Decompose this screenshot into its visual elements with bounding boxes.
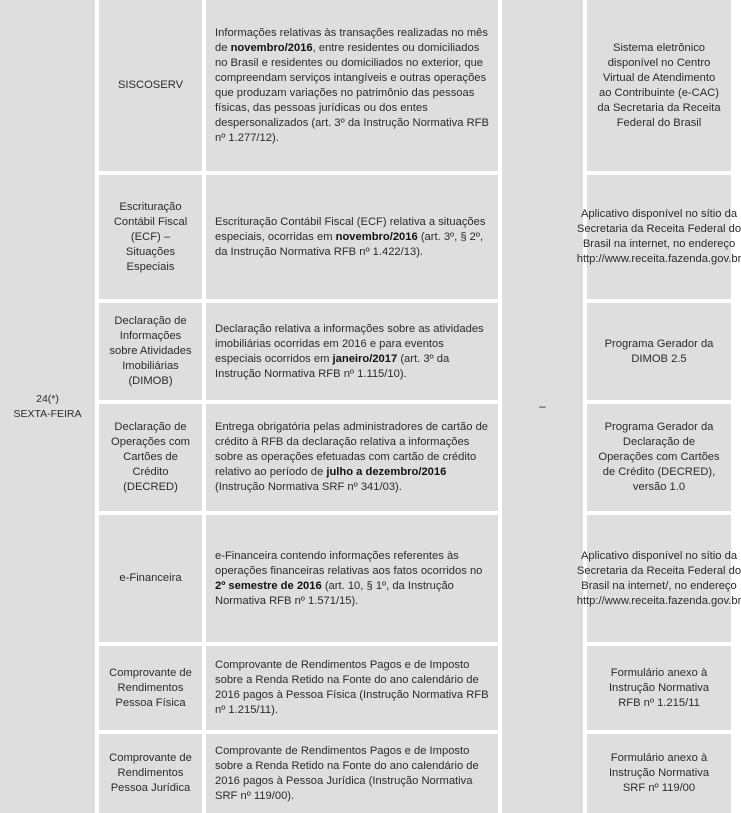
obligation-description: Entrega obrigatória pelas administradores de cartão de crédito à RFB da declaração relativa a informações sobre as operações efetuadas com cartão de crédito relativo ao período de julho a dezembro/2016 (Instrução Normativa SRF nº 341/03). <box>206 404 498 511</box>
obligation-description: Escrituração Contábil Fiscal (ECF) relativa a situações especiais, ocorridas em novembro/2016 (art. 3º, § 2º, da Instrução Normativa RFB nº 1.422/13). <box>206 175 498 299</box>
obligation-location: Sistema eletrônico disponível no Centro Virtual de Atendimento ao Contribuinte (e-CAC) da Secretaria da Receita Federal do Brasil <box>587 0 731 171</box>
obligation-description: Declaração relativa a informações sobre as atividades imobiliárias ocorridas em 2016 e para eventos especiais ocorridos em janeiro/2017 (art. 3º da Instrução Normativa RFB nº 1.115/10). <box>206 303 498 400</box>
obligation-name-ecf <box>99 175 202 299</box>
obligation-description: Comprovante de Rendimentos Pagos e de Imposto sobre a Renda Retido na Fonte do ano calendário de 2016 pagos à Pessoa Jurídica (Instrução Normativa SRF nº 119/00). <box>206 734 498 813</box>
obligation-location: Formulário anexo à Instrução Normativa RFB nº 1.215/11 <box>587 646 731 730</box>
obligation-name: SISCOSERV <box>117 79 184 91</box>
obligation-name-comprovante-pf <box>99 646 202 730</box>
obligation-name: Comprovante de Rendimentos Pessoa Jurídica <box>109 752 192 794</box>
date-day: 24(*) <box>36 392 59 405</box>
obligation-description: e-Financeira contendo informações referentes às operações financeiras relativas aos fatos ocorridos no 2º semestre de 2016 (art. 10, § 1º, da Instrução Normativa RFB nº 1.571/15). <box>206 515 498 642</box>
obligation-name: e-Financeira <box>119 572 182 584</box>
obligation-name: Declaração de Operações com Cartões de Crédito (DECRED) <box>111 421 190 493</box>
obligation-description: Comprovante de Rendimentos Pagos e de Imposto sobre a Renda Retido na Fonte do ano calendário de 2016 pagos à Pessoa Física (Instrução Normativa RFB nº 1.215/11). <box>206 646 498 730</box>
obligation-name-dimob <box>99 303 202 400</box>
date-weekday: SEXTA-FEIRA <box>13 407 82 420</box>
obligation-name-efinanceira <box>99 515 202 642</box>
obligation-name-decred <box>99 404 202 511</box>
obligation-name-comprovante-pj <box>99 734 202 813</box>
obligation-location: Aplicativo disponível no sítio da Secretaria da Receita Federal do Brasil na internet/, no endereço http://www.receita.fazenda.gov.br <box>587 515 731 642</box>
obligation-name: Escrituração Contábil Fiscal (ECF) – Situações Especiais <box>113 200 188 273</box>
obligation-location: Programa Gerador da Declaração de Operações com Cartões de Crédito (DECRED), versão 1.0 <box>587 404 731 511</box>
obligation-name: Comprovante de Rendimentos Pessoa Física <box>109 666 192 709</box>
obligation-description: Informações relativas às transações realizadas no mês de novembro/2016, entre residentes ou domiciliados no Brasil e residentes ou domiciliados no exterior, que compreendam serviços intangíveis e outras operações que produzam variações no patrimônio das pessoas físicas, das pessoas jurídicas ou dos entes despersonalizados (art. 3º da Instrução Normativa RFB nº 1.277/12). <box>206 0 498 171</box>
date-cell <box>0 0 95 813</box>
obligation-location: Aplicativo disponível no sítio da Secretaria da Receita Federal do Brasil na internet, no endereço http://www.receita.fazenda.gov.br <box>587 175 731 299</box>
obligation-location: Formulário anexo à Instrução Normativa SRF nº 119/00 <box>587 734 731 813</box>
dash-text: – <box>539 399 546 413</box>
obligation-name: Declaração de Informações sobre Atividades Imobiliárias (DIMOB) <box>109 315 192 387</box>
obligation-name-siscoserv <box>99 0 202 171</box>
obligation-location: Programa Gerador da DIMOB 2.5 <box>587 303 731 400</box>
dash-cell <box>502 0 583 813</box>
